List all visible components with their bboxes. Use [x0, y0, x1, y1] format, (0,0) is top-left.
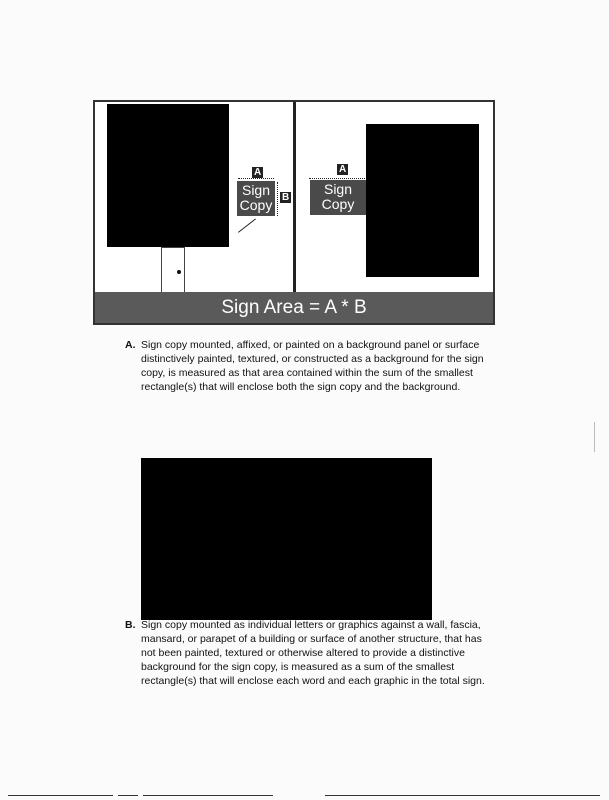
label-a-left: A [254, 167, 262, 178]
item-b-text: Sign copy mounted as individual letters or graphics against a wall, fascia, mansard, or parapet of a building or surface of another structure, that has not been painted, textured or otherwise altered to provide a distinctive background for the sign copy, is measured as a sum of the smallest rectangle(s) that will enclose each word and each graphic in the total sign. [141, 619, 485, 687]
item-b-label: B. [125, 619, 136, 631]
redacted-image-middle [141, 458, 432, 620]
sign-area-figure [93, 100, 495, 325]
sign-copy-left [237, 181, 275, 216]
door-knob [177, 270, 181, 274]
bottom-rule-1 [8, 795, 113, 796]
bottom-rule-3 [143, 795, 273, 796]
item-b [125, 618, 495, 688]
item-a-text: Sign copy mounted, affixed, or painted on a background panel or surface distinctively painted, textured, or constructed as a background for the sign copy, is measured as that area contained within the sum of the smallest rectangle(s) that will enclose both the sign copy and the background. [141, 339, 484, 393]
sign-copy-right [310, 180, 366, 215]
redacted-building-image-right [366, 124, 479, 277]
dimension-a-right [309, 178, 365, 179]
dimension-a-left [238, 178, 274, 179]
scan-mark [594, 422, 595, 452]
bottom-rule-4 [325, 795, 600, 796]
sign-copy-right-line1: Sign [323, 181, 353, 197]
sign-copy-right-line2: Copy [321, 196, 355, 212]
redacted-building-image-left [107, 104, 229, 247]
bottom-rule-2 [118, 795, 138, 796]
pointer-line [238, 218, 256, 232]
figure-divider [293, 102, 296, 298]
label-b-left: B [282, 192, 290, 203]
sign-copy-left-line1: Sign [241, 182, 271, 198]
sign-copy-left-line2: Copy [239, 197, 273, 213]
item-a [125, 338, 495, 394]
dimension-b-left [277, 182, 278, 216]
item-a-label: A. [125, 339, 136, 351]
label-a-right: A [339, 164, 347, 175]
sign-area-banner: Sign Area = A * B [95, 292, 493, 323]
